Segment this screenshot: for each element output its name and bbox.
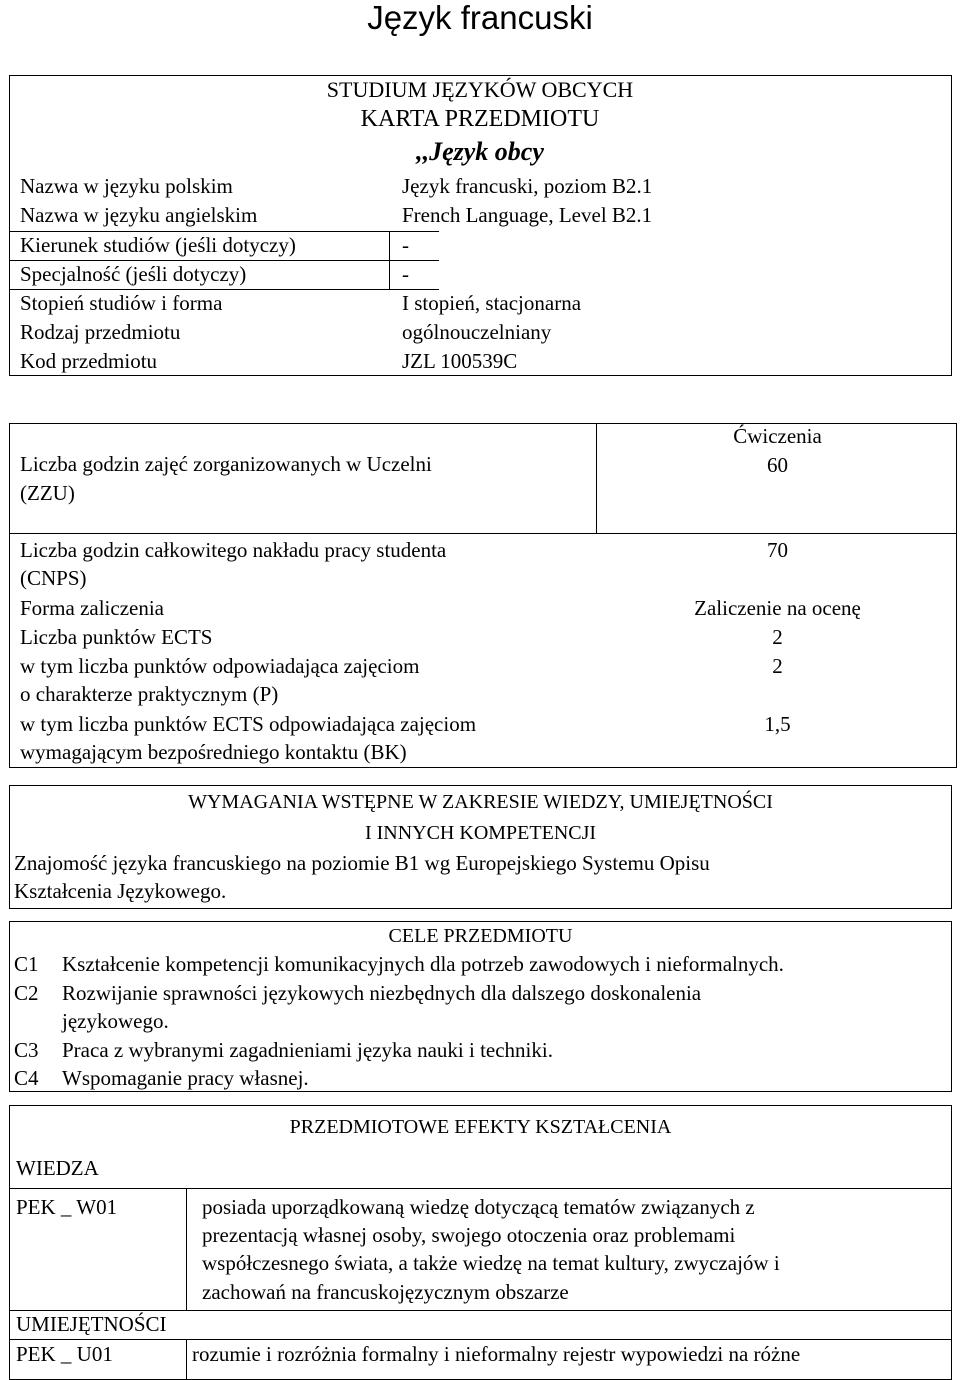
info-label-polish: Nazwa w języku polskim (20, 174, 233, 198)
info-value-english: French Language, Level B2.1 (402, 203, 653, 227)
page-title: Język francuski (367, 0, 593, 36)
goal-text: Praca z wybranymi zagadnieniami języka nauki i techniki. (62, 1038, 553, 1062)
bk-label-line2: wymagającym bezpośredniego kontaktu (BK) (20, 740, 407, 764)
info-label-english: Nazwa w języku angielskim (20, 203, 258, 227)
goal-code: C3 (14, 1038, 39, 1062)
forma-value: Zaliczenie na ocenę (694, 596, 861, 620)
outcome-text-w01: prezentacją własnej osoby, swojego otoczenia oraz problemami (202, 1223, 736, 1247)
goal-text: Kształcenie kompetencji komunikacyjnych dla potrzeb zawodowych i nieformalnych. (62, 952, 784, 976)
p-label-line1: w tym liczba punktów odpowiadająca zajęciom (20, 654, 420, 678)
outcome-code-w01: PEK _ W01 (16, 1195, 118, 1219)
header-line-1: STUDIUM JĘZYKÓW OBCYCH (326, 77, 634, 102)
wiedza-label: WIEDZA (16, 1156, 99, 1180)
requirements-text-2: Kształcenia Językowego. (14, 879, 227, 903)
info-value-kod: JZL 100539C (402, 349, 518, 373)
bk-value: 1,5 (764, 712, 791, 736)
goal-text-continued: językowego. (62, 1009, 169, 1033)
cnps-label-line2: (CNPS) (20, 566, 87, 590)
outcome-text-w01: współczesnego świata, a także wiedzę na temat kultury, zwyczajów i (202, 1251, 780, 1275)
bk-label-line1: w tym liczba punktów ECTS odpowiadająca zajęciom (20, 712, 477, 736)
outcomes-heading: PRZEDMIOTOWE EFEKTY KSZTAŁCENIA (289, 1116, 672, 1138)
header-line-2: KARTA PRZEDMIOTU (360, 106, 600, 132)
ects-label: Liczba punktów ECTS (20, 625, 213, 649)
info-label-kod: Kod przedmiotu (20, 349, 158, 373)
p-label-line2: o charakterze praktycznym (P) (20, 682, 279, 706)
goal-text: Rozwijanie sprawności językowych niezbędnych dla dalszego doskonalenia (62, 981, 702, 1005)
header-line-3: ,,Język obcy (416, 137, 544, 166)
requirements-text-1: Znajomość języka francuskiego na poziomie B1 wg Europejskiego Systemu Opisu (14, 851, 710, 875)
p-value: 2 (772, 654, 783, 678)
info-label-kierunek: Kierunek studiów (jeśli dotyczy) (20, 233, 296, 257)
info-value-specjalnosc: - (402, 262, 409, 286)
goal-code: C1 (14, 952, 39, 976)
info-label-stopien: Stopień studiów i forma (20, 291, 223, 315)
cnps-value: 70 (767, 538, 788, 562)
goal-text: Wspomaganie pracy własnej. (62, 1066, 309, 1090)
zzu-value: 60 (767, 453, 788, 477)
forma-label: Forma zaliczenia (20, 596, 165, 620)
info-value-stopien: I stopień, stacjonarna (402, 291, 582, 315)
requirements-heading-2: I INNYCH KOMPETENCJI (364, 822, 597, 844)
zzu-label-line1: Liczba godzin zajęć zorganizowanych w Uczelni (20, 452, 432, 476)
outcome-code-u01: PEK _ U01 (16, 1342, 113, 1366)
requirements-heading-1: WYMAGANIA WSTĘPNE W ZAKRESIE WIEDZY, UMIEJĘTNOŚCI (188, 791, 773, 813)
cnps-label-line1: Liczba godzin całkowitego nakładu pracy studenta (20, 538, 447, 562)
umiejetnosci-label: UMIEJĘTNOŚCI (16, 1312, 167, 1336)
info-value-kierunek: - (402, 233, 409, 257)
zzu-label-line2: (ZZU) (20, 481, 75, 505)
info-value-rodzaj: ogólnouczelniany (402, 320, 552, 344)
outcome-text-w01: zachowań na francuskojęzycznym obszarze (202, 1280, 569, 1304)
outcome-text-u01: rozumie i rozróżnia formalny i nieformalny rejestr wypowiedzi na różne (192, 1342, 801, 1366)
ects-value: 2 (772, 625, 783, 649)
info-label-rodzaj: Rodzaj przedmiotu (20, 320, 181, 344)
info-value-polish: Język francuski, poziom B2.1 (402, 174, 653, 198)
goal-code: C2 (14, 981, 39, 1005)
info-label-specjalnosc: Specjalność (jeśli dotyczy) (20, 262, 247, 286)
outcome-text-w01: posiada uporządkowaną wiedzę dotyczącą tematów związanych z (202, 1195, 755, 1219)
goals-heading: CELE PRZEDMIOTU (388, 925, 573, 947)
goal-code: C4 (14, 1066, 39, 1090)
hours-col-header: Ćwiczenia (733, 424, 822, 448)
